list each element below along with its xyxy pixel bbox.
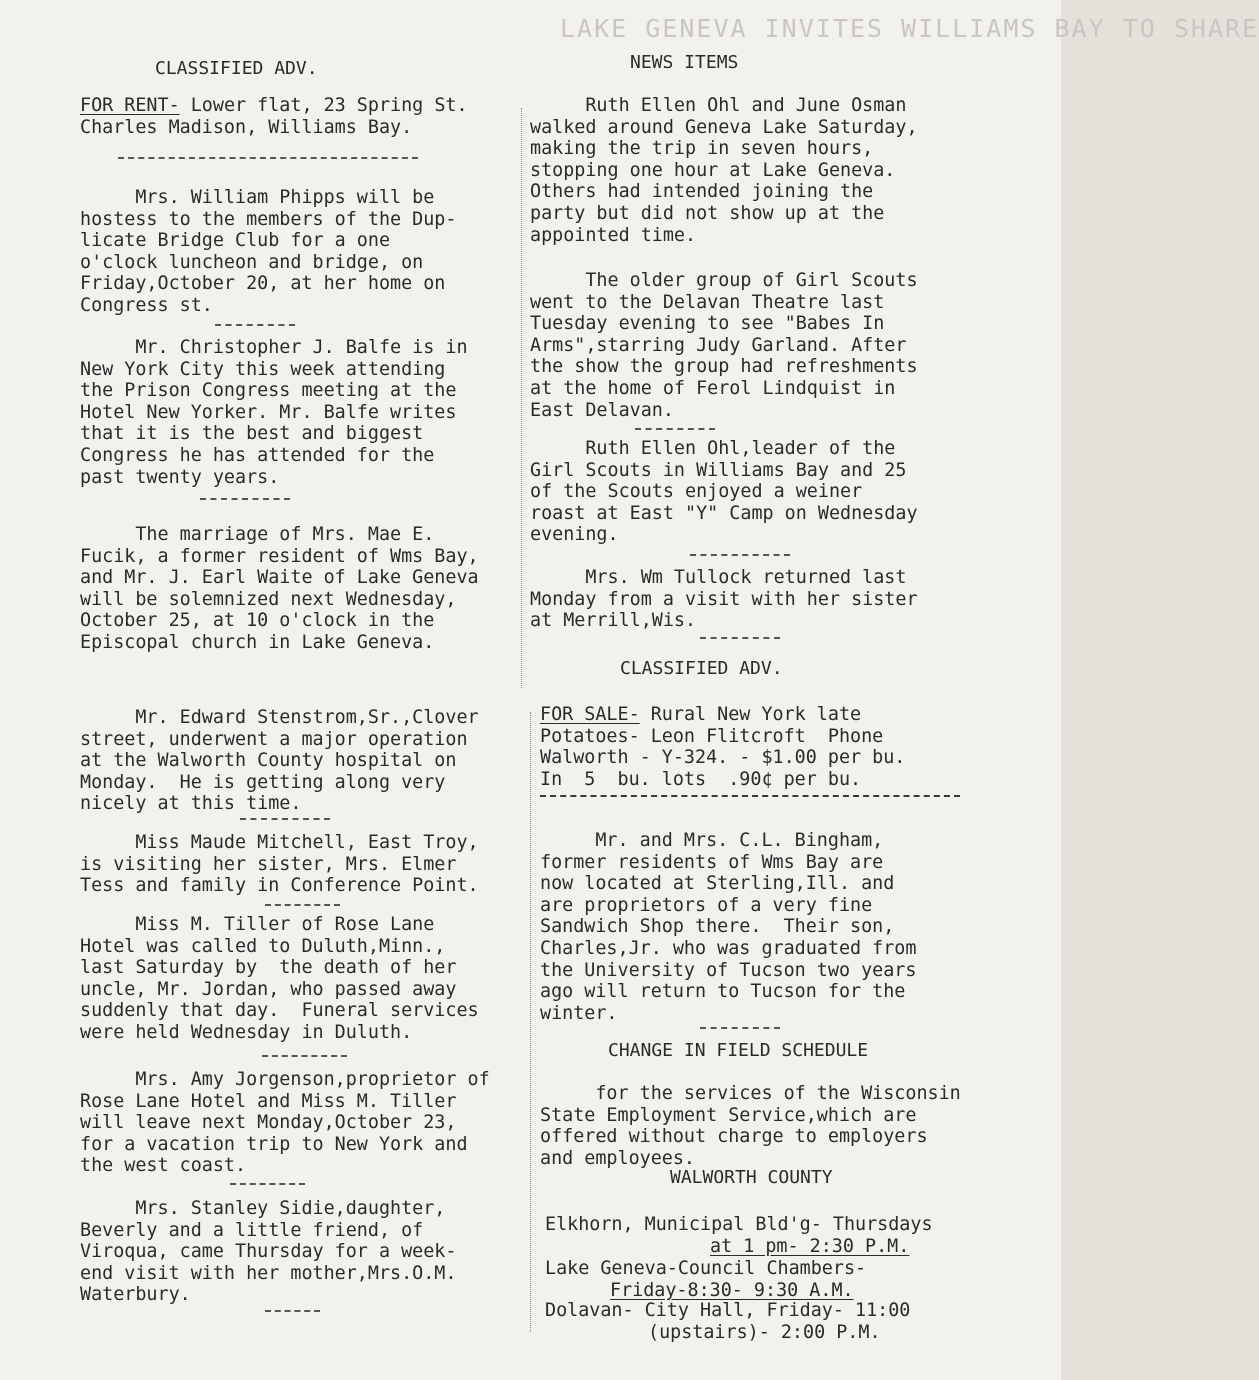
separator [635,428,715,430]
article-girl-scouts: The older group of Girl Scouts went to the Delavan Theatre last Tuesday evening to see "Babes In Arms",starring Judy Garland. After the show the group had refreshments at the home of Ferol Lindquist in East Delavan. [530,270,918,421]
article-phipps: Mrs. William Phipps will be hostess to the members of the Dup- licate Bridge Club for a one o'clock luncheon and bridge, on Friday,October 20, at her home on Congress st. [80,187,457,316]
column-divider-top [521,108,522,688]
article-mitchell: Miss Maude Mitchell, East Troy, is visiting her sister, Mrs. Elmer Tess and family in Conference Point. [80,832,479,897]
heading-classified-left: CLASSIFIED ADV. [155,58,318,79]
separator-full [540,795,960,797]
separator [230,1183,305,1185]
heading-walworth-county: WALWORTH COUNTY [670,1167,833,1188]
separator [240,818,330,820]
heading-news-items: NEWS ITEMS [630,52,739,73]
schedule-lake-geneva-time: Friday-8:30- 9:30 A.M. [610,1280,854,1301]
separator [200,498,290,500]
separator [215,324,295,326]
schedule-lake-geneva: Lake Geneva-Council Chambers- [545,1258,867,1279]
schedule-elkhorn: Elkhorn, Municipal Bld'g- Thursdays [545,1214,933,1235]
separator [700,637,780,639]
separator [265,1310,320,1312]
article-employment-service: for the services of the Wisconsin State Employment Service,which are offered without charge to employers and employees. [540,1083,961,1169]
article-ohl-osman: Ruth Ellen Ohl and June Osman walked around Geneva Lake Saturday, making the trip in seven hours, stopping one hour at Lake Geneva. Others had intended joining the party but did not show up at the appointed time. [530,95,918,246]
article-marriage: The marriage of Mrs. Mae E. Fucik, a former resident of Wms Bay, and Mr. J. Earl Waite of Lake Geneva will be solemnized next Wednesday, October 25, at 10 o'clock in the Episcopal church in Lake Geneva. [80,524,479,653]
for-sale-ad [540,704,905,790]
article-stenstrom: Mr. Edward Stenstrom,Sr.,Clover street, underwent a major operation at the Walworth County hospital on Monday. He is getting along very nicely at this time. [80,707,479,815]
schedule-elkhorn-time: at 1 pm- 2:30 P.M. [710,1236,910,1257]
for-rent-text: Lower flat, 23 Spring St. Charles Madison, Williams Bay. [80,95,468,138]
article-tiller: Miss M. Tiller of Rose Lane Hotel was called to Duluth,Minn., last Saturday by the death of her uncle, Mr. Jordan, who passed away suddenly that day. Funeral services were held Wednesday in Duluth. [80,914,479,1043]
article-tullock: Mrs. Wm Tullock returned last Monday from a visit with her sister at Merrill,Wis. [530,567,918,632]
heading-change-schedule: CHANGE IN FIELD SCHEDULE [608,1040,869,1061]
column-divider-bottom [530,712,531,1332]
bleed-through-text: LAKE GENEVA INVITES WILLIAMS BAY TO SHARE [560,14,1259,43]
separator [118,157,418,159]
article-bingham: Mr. and Mrs. C.L. Bingham, former residents of Wms Bay are now located at Sterling,Ill. and are proprietors of a very fine Sandwich Shop there. Their son, Charles,Jr. who was graduated from the University of Tucson two years ago will return to Tucson for the winter. [540,830,917,1024]
article-weiner-roast: Ruth Ellen Ohl,leader of the Girl Scouts in Williams Bay and 25 of the Scouts enjoyed a weiner roast at East "Y" Camp on Wednesday evening. [530,438,918,546]
schedule-delavan-time: (upstairs)- 2:00 P.M. [648,1322,881,1343]
for-sale-text: Rural New York late Potatoes- Leon Flitcroft Phone Walworth - Y-324. - $1.00 per bu. In 5 bu. lots .90¢ per bu. [540,704,906,790]
article-balfe: Mr. Christopher J. Balfe is in New York City this week attending the Prison Congress meeting at the Hotel New Yorker. Mr. Balfe writes that it is the best and biggest Congress he has attended for the past twenty years. [80,337,468,488]
article-sidie: Mrs. Stanley Sidie,daughter, Beverly and a little friend, of Viroqua, came Thursday for a week- end visit with her mother,Mrs.O.M. Waterbury. [80,1198,457,1306]
article-jorgenson: Mrs. Amy Jorgenson,proprietor of Rose Lane Hotel and Miss M. Tiller will leave next Monday,October 23, for a vacation trip to New York and the west coast. [80,1069,490,1177]
for-sale-label: FOR SALE- [540,704,640,725]
separator [700,1027,780,1029]
separator [265,904,340,906]
for-rent-ad [80,95,468,138]
schedule-delavan: Dolavan- City Hall, Friday- 11:00 [545,1300,911,1321]
separator [690,554,790,556]
separator [262,1055,347,1057]
for-rent-label: FOR RENT- [80,95,180,116]
heading-classified-right: CLASSIFIED ADV. [620,658,783,679]
